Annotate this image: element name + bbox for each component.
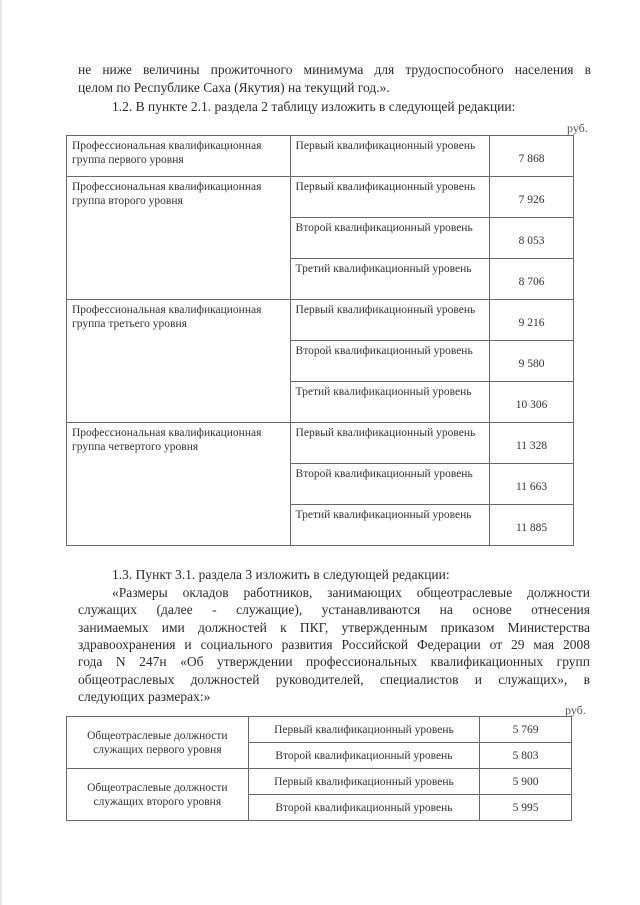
paragraph-line: занимаемых ими должностей к ПКГ, утвержденным приказом Министерства <box>78 619 590 635</box>
level-cell: Второй квалификационный уровень <box>248 743 480 769</box>
currency-label-2: руб. <box>565 703 586 717</box>
salary-table-2 <box>66 716 572 821</box>
table-row <box>67 177 574 218</box>
group-name-cell: Общеотраслевые должности служащих первого уровня <box>67 717 249 769</box>
level-cell: Первый квалификационный уровень <box>248 769 480 795</box>
amount-cell: 9 580 <box>490 341 574 382</box>
paragraph-line: «Размеры окладов работников, занимающих общеотраслевые должности <box>112 585 590 600</box>
level-cell: Третий квалификационный уровень <box>290 259 490 300</box>
level-cell: Второй квалификационный уровень <box>290 464 490 505</box>
group-name-cell: Профессиональная квалификационная группа второго уровня <box>67 177 291 300</box>
amount-cell: 8 053 <box>490 218 574 259</box>
level-cell: Второй квалификационный уровень <box>290 218 490 259</box>
level-cell: Третий квалификационный уровень <box>290 382 490 423</box>
group-name-cell: Профессиональная квалификационная группа первого уровня <box>67 136 291 177</box>
amount-cell: 11 663 <box>490 464 574 505</box>
level-cell: Первый квалификационный уровень <box>290 423 490 464</box>
amount-cell: 7 868 <box>490 136 574 177</box>
group-name-cell: Профессиональная квалификационная группа третьего уровня <box>67 300 291 423</box>
section-1-3-heading: 1.3. Пункт 3.1. раздела 3 изложить в следующей редакции: <box>112 567 450 582</box>
left-scan-edge <box>0 0 2 905</box>
amount-cell: 5 769 <box>480 717 572 743</box>
table-row <box>67 717 572 743</box>
paragraph-line: общеотраслевых должностей руководителей, специалистов и служащих», в <box>78 671 590 687</box>
paragraph-line: года N 247н «Об утверждении профессиональных квалификационных групп <box>78 654 590 670</box>
salary-table-1 <box>66 135 574 546</box>
level-cell: Второй квалификационный уровень <box>290 341 490 382</box>
level-cell: Третий квалификационный уровень <box>290 505 490 546</box>
amount-cell: 10 306 <box>490 382 574 423</box>
paragraph-line: служащих (далее - служащие), устанавливаются на основе отнесения <box>78 602 590 618</box>
amount-cell: 9 216 <box>490 300 574 341</box>
amount-cell: 5 803 <box>480 743 572 769</box>
level-cell: Первый квалификационный уровень <box>290 300 490 341</box>
level-cell: Первый квалификационный уровень <box>290 177 490 218</box>
amount-cell: 11 328 <box>490 423 574 464</box>
table-row <box>67 769 572 795</box>
paragraph-line: следующих размерах:» <box>78 688 211 704</box>
intro-line-3: 1.2. В пункте 2.1. раздела 2 таблицу изложить в следующей редакции: <box>112 99 516 114</box>
intro-line-1: не ниже величины прожиточного минимума для трудоспособного населения в <box>78 62 591 77</box>
currency-label-1: руб. <box>567 121 588 135</box>
table-row <box>67 423 574 464</box>
level-cell: Первый квалификационный уровень <box>248 717 480 743</box>
amount-cell: 7 926 <box>490 177 574 218</box>
amount-cell: 8 706 <box>490 259 574 300</box>
level-cell: Второй квалификационный уровень <box>248 795 480 821</box>
level-cell: Первый квалификационный уровень <box>290 136 490 177</box>
paragraph-line: здравоохранения и социального развития Российской Федерации от 29 мая 2008 <box>78 636 590 652</box>
group-name-cell: Общеотраслевые должности служащих второго уровня <box>67 769 249 821</box>
amount-cell: 5 900 <box>480 769 572 795</box>
table-row <box>67 136 574 177</box>
amount-cell: 5 995 <box>480 795 572 821</box>
intro-line-2: целом по Республике Саха (Якутия) на текущий год.». <box>78 80 390 95</box>
group-name-cell: Профессиональная квалификационная группа четвертого уровня <box>67 423 291 546</box>
table-row <box>67 300 574 341</box>
amount-cell: 11 885 <box>490 505 574 546</box>
